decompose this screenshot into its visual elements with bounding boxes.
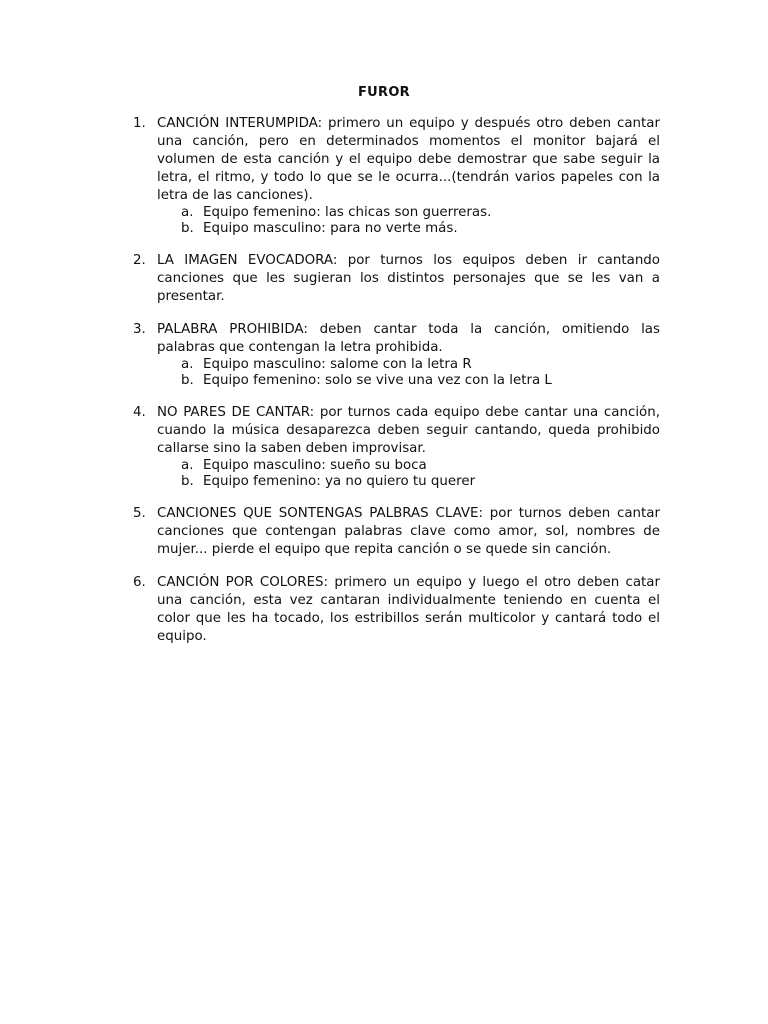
sub-item-text: Equipo masculino: para no verte más. <box>203 221 458 236</box>
document-title: FUROR <box>357 85 410 100</box>
item-text: CANCIONES QUE SONTENGAS PALBRAS CLAVE: por turnos deben cantar canciones que contengan palabras clave como amor, sol, nombres de mujer... pierde el equipo que repita canción o se quede sin canción. <box>157 506 660 557</box>
sub-item <box>181 221 660 237</box>
sub-list <box>157 205 660 237</box>
item-text: LA IMAGEN EVOCADORA: por turnos los equipos deben ir cantando canciones que les sugieran los distintos personajes que se les van a presentar. <box>157 253 660 304</box>
list-item <box>130 574 660 646</box>
sub-item-text: Equipo masculino: sueño su boca <box>203 458 427 473</box>
item-number: 5. <box>133 506 146 521</box>
list-item <box>130 252 660 306</box>
list-item <box>130 505 660 559</box>
item-text: NO PARES DE CANTAR: por turnos cada equipo debe cantar una canción, cuando la música desaparezca deben seguir cantando, queda prohibido callarse sino la saben deben improvisar. <box>157 405 660 456</box>
list-item <box>130 321 660 389</box>
item-number: 6. <box>133 575 146 590</box>
sub-item-text: Equipo femenino: ya no quiero tu querer <box>203 474 476 489</box>
sub-item-letter: a. <box>181 458 194 473</box>
sub-item-letter: b. <box>181 373 194 388</box>
item-number: 4. <box>133 405 146 420</box>
sub-item <box>181 205 660 221</box>
sub-item-text: Equipo masculino: salome con la letra R <box>203 357 472 372</box>
item-number: 2. <box>133 253 146 268</box>
list-item <box>130 404 660 490</box>
sub-item-letter: a. <box>181 357 194 372</box>
item-number: 1. <box>133 116 146 131</box>
item-text: CANCIÓN POR COLORES: primero un equipo y luego el otro deben catar una canción, esta vez cantaran individualmente teniendo en cuenta el color que les ha tocado, los estribillos serán multicolor y cantará todo el equipo. <box>157 575 660 644</box>
item-text: CANCIÓN INTERUMPIDA: primero un equipo y después otro deben cantar una canción, pero en determinados momentos el monitor bajará el volumen de esta canción y el equipo debe demostrar que sabe seguir la letra, el ritmo, y todo lo que se le ocurra...(tendrán varios papeles con la letra de las canciones). <box>157 116 660 203</box>
sub-item <box>181 373 660 389</box>
sub-item <box>181 458 660 474</box>
sub-list <box>157 357 660 389</box>
sub-item-letter: b. <box>181 221 194 236</box>
game-list <box>130 115 660 661</box>
sub-item <box>181 474 660 490</box>
sub-item-letter: b. <box>181 474 194 489</box>
sub-item-text: Equipo femenino: las chicas son guerreras. <box>203 205 492 220</box>
item-text: PALABRA PROHIBIDA: deben cantar toda la canción, omitiendo las palabras que contengan la letra prohibida. <box>157 322 660 355</box>
sub-item-text: Equipo femenino: solo se vive una vez con la letra L <box>203 373 552 388</box>
list-item <box>130 115 660 237</box>
sub-item <box>181 357 660 373</box>
sub-item-letter: a. <box>181 205 194 220</box>
sub-list <box>157 458 660 490</box>
item-number: 3. <box>133 322 146 337</box>
